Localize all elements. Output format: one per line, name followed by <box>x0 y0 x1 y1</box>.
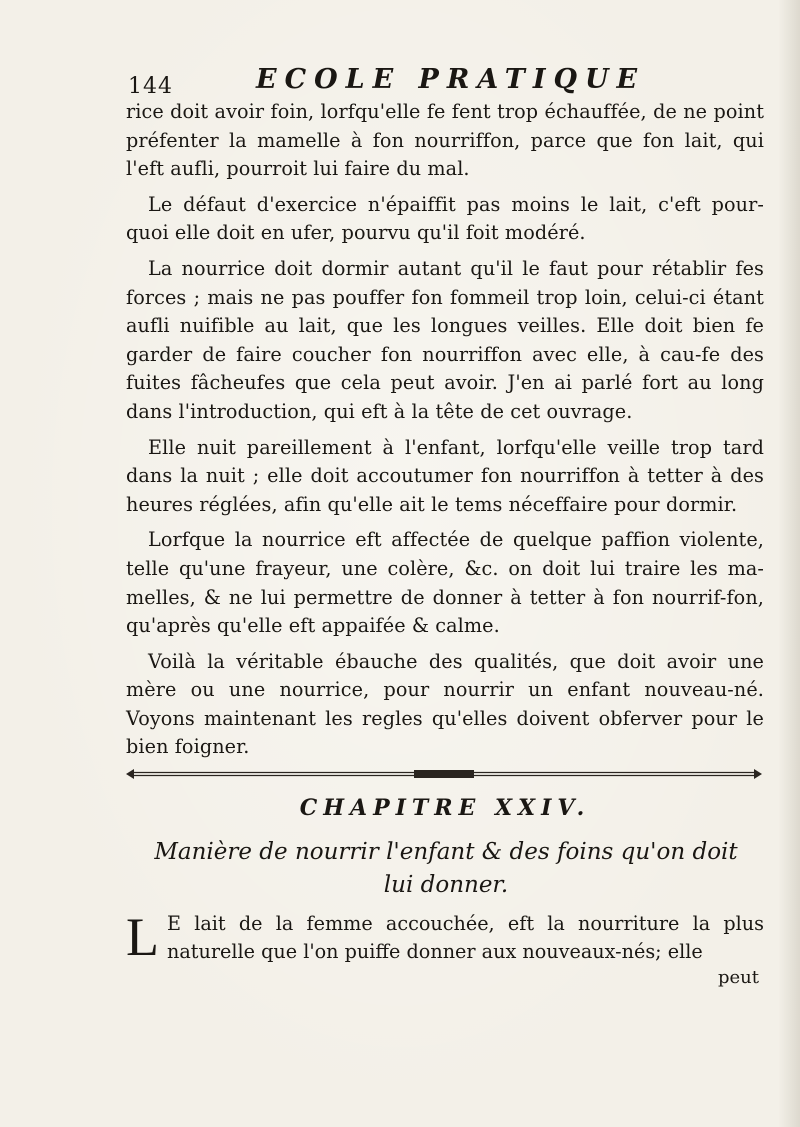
catchword: peut <box>718 967 760 988</box>
chapter-title-line: lui donner. <box>383 872 509 898</box>
paragraph: La nourrice doit dormir autant qu'il le faut pour rétablir fes forces ; mais ne pas pouffer fon fommeil trop loin, celui-ci étant aufli nuifible au lait, que les longues veilles. Elle doit bien fe garder de faire coucher fon nourriffon avec elle, à cau-fe des fuites fâcheufes que cela peut avoir. J'en ai parlé fort au long dans l'introduction, qui eft à la tête de cet ouvrage. <box>126 256 764 423</box>
running-title: ECOLE PRATIQUE <box>256 64 646 95</box>
paragraph: Elle nuit pareillement à l'enfant, lorfqu'elle veille trop tard dans la nuit ; elle doit accoutumer fon nourriffon à tetter à des heures réglées, afin qu'elle ait le tems néceffaire pour dormir. <box>126 435 764 516</box>
paragraph: rice doit avoir foin, lorfqu'elle fe fent trop échauffée, de ne point préfenter la mamelle à fon nourriffon, parce que fon lait, qui l'eft aufli, pourroit lui faire du mal. <box>126 100 764 181</box>
page-number: 144 <box>128 74 173 99</box>
drop-cap: L <box>126 907 159 967</box>
paragraph: Lorfque la nourrice eft affectée de quelque paffion violente, telle qu'une frayeur, une colère, &c. on doit lui traire les ma-melles, & ne lui permettre de donner à tetter à fon nourrif-fon, qu'après qu'elle eft appaifée & calme. <box>126 528 764 638</box>
page-edge-shadow <box>778 0 800 1127</box>
opening-paragraph: E lait de la femme accouchée, eft la nourriture la plus naturelle que l'on puiffe donner aux nouveaux-nés; elle <box>167 912 764 963</box>
body-text <box>126 98 764 769</box>
paragraph: Voilà la véritable ébauche des qualités, que doit avoir une mère ou une nourrice, pour nourrir un enfant nouveau-né. Voyons maintenant les regles qu'elles doivent obferver pour le bien foigner. <box>126 649 764 759</box>
ornamental-divider <box>124 768 764 780</box>
chapter-title-line: Manière de nourrir l'enfant & des foins qu'on doit <box>154 839 738 865</box>
chapter-opening <box>126 907 764 967</box>
chapter-title <box>140 836 752 902</box>
paragraph: Le défaut d'exercice n'épaiffit pas moins le lait, c'eft pour-quoi elle doit en ufer, pourvu qu'il foit modéré. <box>126 192 764 245</box>
chapter-heading: CHAPITRE XXIV. <box>299 795 591 821</box>
